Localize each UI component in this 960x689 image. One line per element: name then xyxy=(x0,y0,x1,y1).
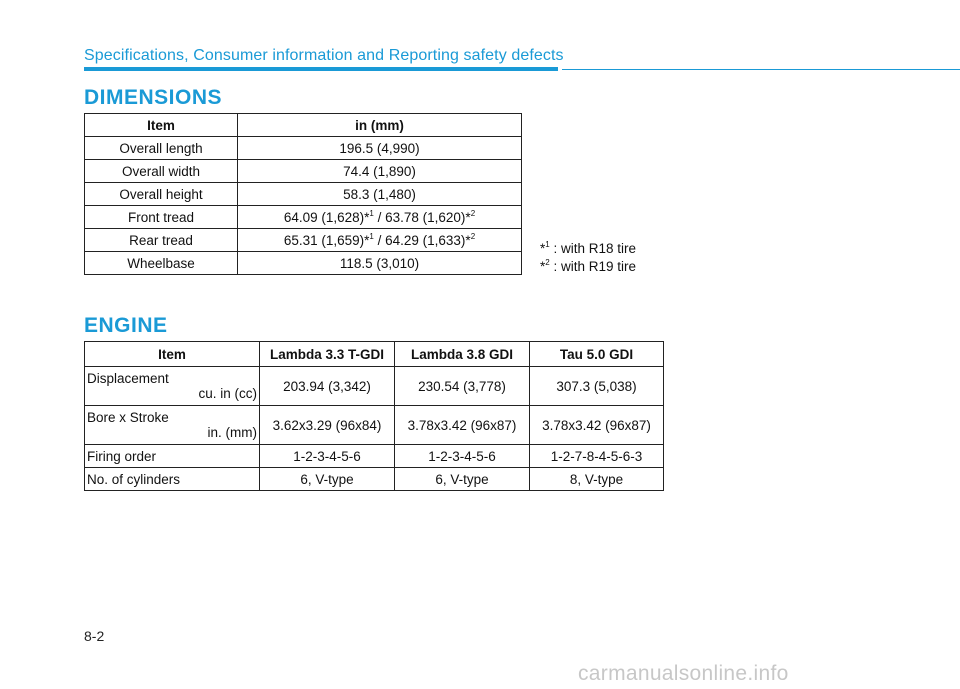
table-row xyxy=(85,206,522,229)
header-rule-thin xyxy=(562,69,960,70)
value-cell: 196.5 (4,990) xyxy=(238,137,522,160)
watermark: carmanualsonline.info xyxy=(578,662,789,685)
value-cell: 307.3 (5,038) xyxy=(530,367,664,406)
item-cell: Overall width xyxy=(85,160,238,183)
dimensions-table xyxy=(84,113,522,275)
engine-table xyxy=(84,341,664,491)
value-cell: 6, V-type xyxy=(260,468,395,491)
item-label: Bore x Stroke xyxy=(87,410,169,425)
value-cell xyxy=(238,206,522,229)
item-cell xyxy=(85,367,260,406)
column-header: in (mm) xyxy=(238,114,522,137)
item-unit: in. (mm) xyxy=(207,425,257,440)
page-number: 8-2 xyxy=(84,628,105,644)
footnote-r18 xyxy=(540,241,636,256)
column-header: Lambda 3.3 T-GDI xyxy=(260,342,395,367)
footnote-text: : with R19 tire xyxy=(549,259,636,274)
table-row xyxy=(85,468,664,491)
table-row xyxy=(85,367,664,406)
table-header-row xyxy=(85,342,664,367)
header-rule-thick xyxy=(84,67,558,71)
table-row xyxy=(85,137,522,160)
value-cell: 58.3 (1,480) xyxy=(238,183,522,206)
footnote-mark: 1 xyxy=(545,240,550,249)
footnote-star: * xyxy=(540,259,546,274)
value-part: / 63.78 (1,620)* xyxy=(373,209,471,225)
table-row xyxy=(85,445,664,468)
page-header-title: Specifications, Consumer information and Reporting safety defects xyxy=(84,47,564,64)
footnote-mark: 2 xyxy=(545,258,550,267)
footnote-mark: 2 xyxy=(470,231,476,241)
footnote-mark: 1 xyxy=(369,231,374,241)
table-row xyxy=(85,160,522,183)
value-cell: 203.94 (3,342) xyxy=(260,367,395,406)
column-header: Item xyxy=(85,342,260,367)
item-unit: cu. in (cc) xyxy=(198,386,257,401)
footnote-star: * xyxy=(540,241,546,256)
column-header: Item xyxy=(85,114,238,137)
item-cell: Firing order xyxy=(85,445,260,468)
item-cell: No. of cylinders xyxy=(85,468,260,491)
item-cell: Overall length xyxy=(85,137,238,160)
value-part: 64.09 (1,628)* xyxy=(283,209,370,225)
item-cell: Rear tread xyxy=(85,229,238,252)
column-header: Tau 5.0 GDI xyxy=(530,342,664,367)
value-cell: 8, V-type xyxy=(530,468,664,491)
engine-section-title: ENGINE xyxy=(84,314,168,337)
value-cell: 3.62x3.29 (96x84) xyxy=(260,406,395,445)
footnote-text: : with R18 tire xyxy=(549,241,636,256)
item-cell xyxy=(85,406,260,445)
value-cell: 74.4 (1,890) xyxy=(238,160,522,183)
table-row xyxy=(85,406,664,445)
item-label: Displacement xyxy=(87,371,169,386)
value-cell: 230.54 (3,778) xyxy=(395,367,530,406)
item-cell: Wheelbase xyxy=(85,252,238,275)
value-cell: 1-2-3-4-5-6 xyxy=(260,445,395,468)
table-row xyxy=(85,252,522,275)
value-cell: 3.78x3.42 (96x87) xyxy=(395,406,530,445)
value-part: / 64.29 (1,633)* xyxy=(373,232,471,248)
footnote-mark: 1 xyxy=(369,208,374,218)
value-cell xyxy=(238,229,522,252)
value-cell: 1-2-7-8-4-5-6-3 xyxy=(530,445,664,468)
value-cell: 3.78x3.42 (96x87) xyxy=(530,406,664,445)
value-cell: 118.5 (3,010) xyxy=(238,252,522,275)
dimensions-section-title: DIMENSIONS xyxy=(84,86,223,109)
item-cell: Overall height xyxy=(85,183,238,206)
item-cell: Front tread xyxy=(85,206,238,229)
table-row xyxy=(85,183,522,206)
value-part: 65.31 (1,659)* xyxy=(283,232,370,248)
footnote-mark: 2 xyxy=(470,208,476,218)
table-row xyxy=(85,229,522,252)
footnote-r19 xyxy=(540,259,636,274)
table-header-row xyxy=(85,114,522,137)
value-cell: 1-2-3-4-5-6 xyxy=(395,445,530,468)
column-header: Lambda 3.8 GDI xyxy=(395,342,530,367)
value-cell: 6, V-type xyxy=(395,468,530,491)
